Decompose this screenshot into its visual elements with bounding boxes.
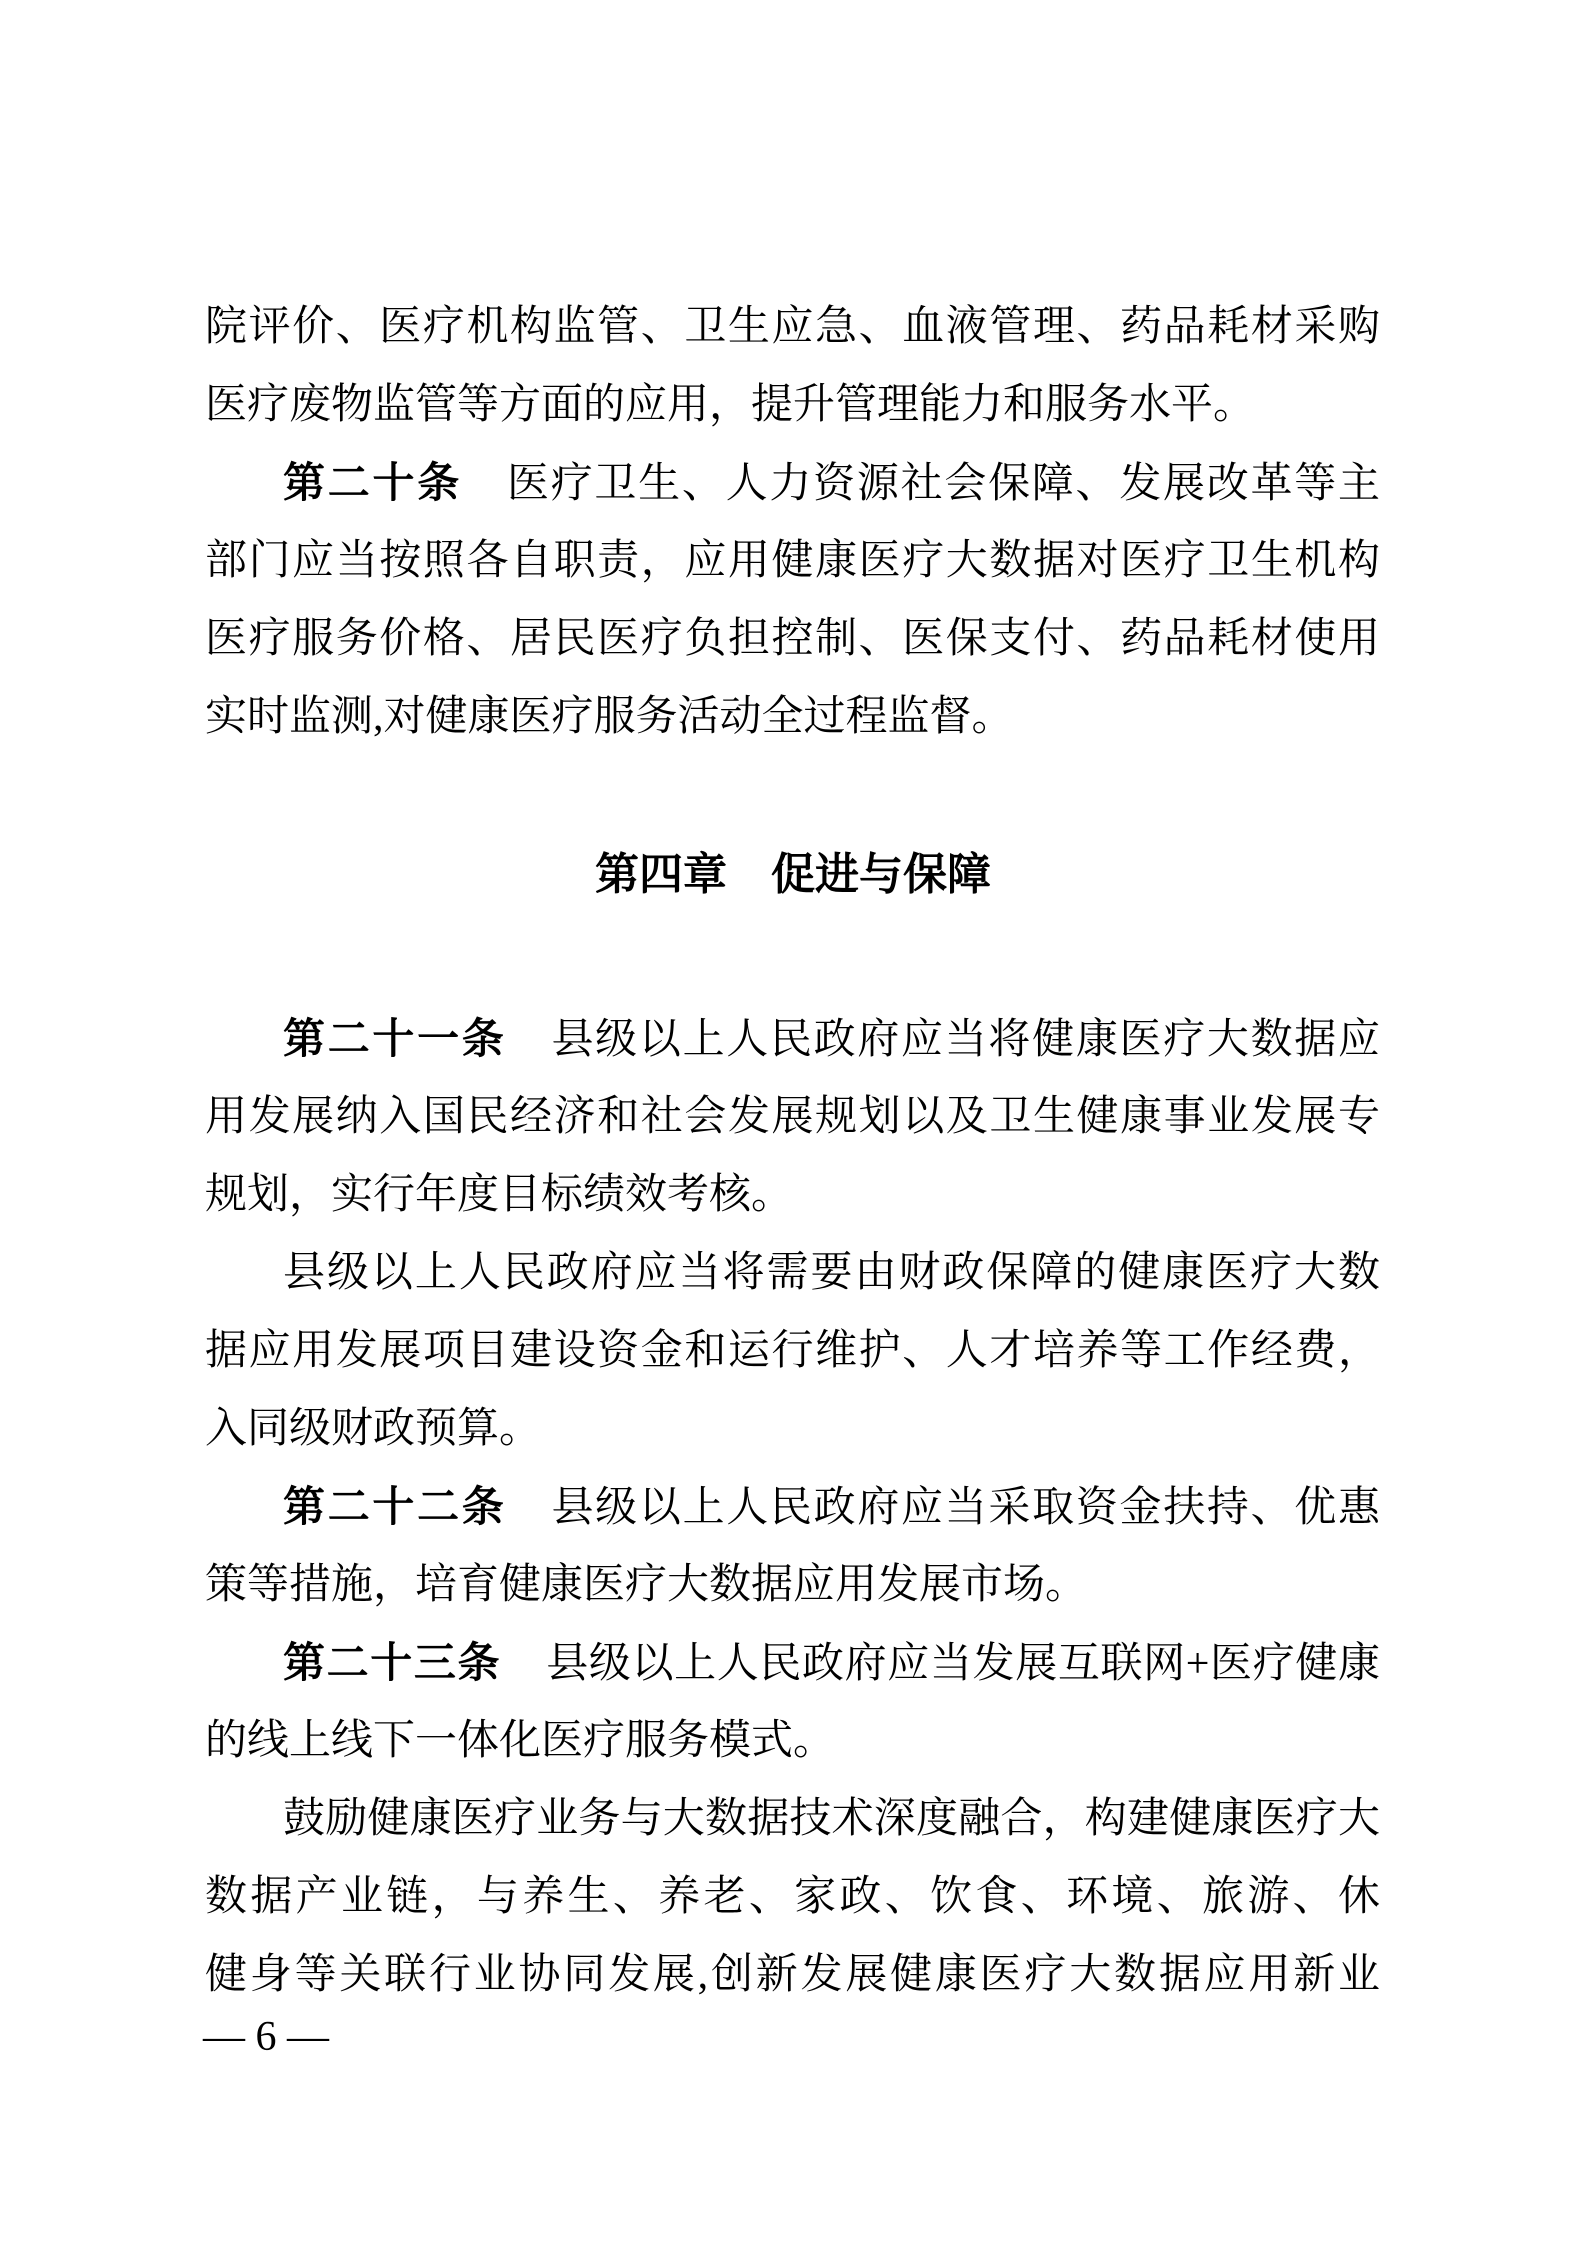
body-line (205, 380, 1380, 432)
body-line-text: 鼓励健康医疗业务与大数据技术深度融合，构建健康医疗大 (283, 1796, 1380, 1842)
body-line (283, 458, 1380, 510)
body-line-text: 策等措施，培育健康医疗大数据应用发展市场。 (205, 1562, 1088, 1608)
body-line (205, 1326, 1380, 1378)
body-line (205, 614, 1380, 666)
body-line (205, 692, 1380, 744)
body-line (283, 1014, 1380, 1066)
article-number: 第二十一条 (283, 1015, 507, 1062)
body-line (205, 536, 1380, 588)
body-line (205, 1950, 1380, 2002)
body-line-text: 医疗废物监管等方面的应用，提升管理能力和服务水平。 (205, 382, 1256, 428)
body-line (283, 1638, 1380, 1690)
article-number: 第二十二条 (283, 1483, 507, 1530)
article-number: 第二十三条 (283, 1639, 502, 1686)
body-line (205, 1560, 1380, 1612)
body-line-text: 县级以上人民政府应当将需要由财政保障的健康医疗大数 (283, 1250, 1380, 1296)
body-line-text: 的线上线下一体化医疗服务模式。 (205, 1718, 836, 1764)
body-line-text: 部门应当按照各自职责，应用健康医疗大数据对医疗卫生机构 (205, 538, 1380, 584)
body-line (205, 1092, 1380, 1144)
body-line-text: 实时监测,对健康医疗服务活动全过程监督。 (205, 694, 1014, 740)
chapter-heading (0, 850, 1586, 900)
body-line-text: 院评价、医疗机构监管、卫生应急、血液管理、药品耗材采购 (205, 304, 1380, 350)
body-line-text: 用发展纳入国民经济和社会发展规划以及卫生健康事业发展专 (205, 1094, 1380, 1140)
chapter-number: 第四章 (595, 850, 727, 899)
body-line-text: 数据产业链，与养生、养老、家政、饮食、环境、旅游、休 (205, 1874, 1380, 1920)
body-line (283, 1794, 1380, 1846)
article-number: 第二十条 (283, 459, 462, 506)
body-line-text: 医疗卫生、人力资源社会保障、发展改革等主 (506, 461, 1380, 507)
body-line-text: 医疗服务价格、居民医疗负担控制、医保支付、药品耗材使用 (205, 616, 1380, 662)
body-line (205, 302, 1380, 354)
body-line-text: 入同级财政预算。 (205, 1406, 542, 1452)
chapter-title: 促进与保障 (771, 850, 991, 899)
body-line (205, 1404, 1380, 1456)
body-line (283, 1248, 1380, 1300)
body-line-text: 据应用发展项目建设资金和运行维护、人才培养等工作经费， (205, 1328, 1380, 1374)
body-line (205, 1716, 1380, 1768)
body-line-text: 县级以上人民政府应当将健康医疗大数据应 (551, 1017, 1380, 1063)
body-line-text: 县级以上人民政府应当采取资金扶持、优惠 (551, 1485, 1380, 1531)
body-line-text: 县级以上人民政府应当发展互联网+医疗健康 (546, 1641, 1380, 1687)
body-line (205, 1872, 1380, 1924)
body-line-text: 规划，实行年度目标绩效考核。 (205, 1172, 794, 1218)
body-line (283, 1482, 1380, 1534)
body-line (205, 1170, 1380, 1222)
body-line-text: 健身等关联行业协同发展,创新发展健康医疗大数据应用新业 (205, 1952, 1380, 1998)
page-number: — 6 — (203, 2014, 329, 2060)
